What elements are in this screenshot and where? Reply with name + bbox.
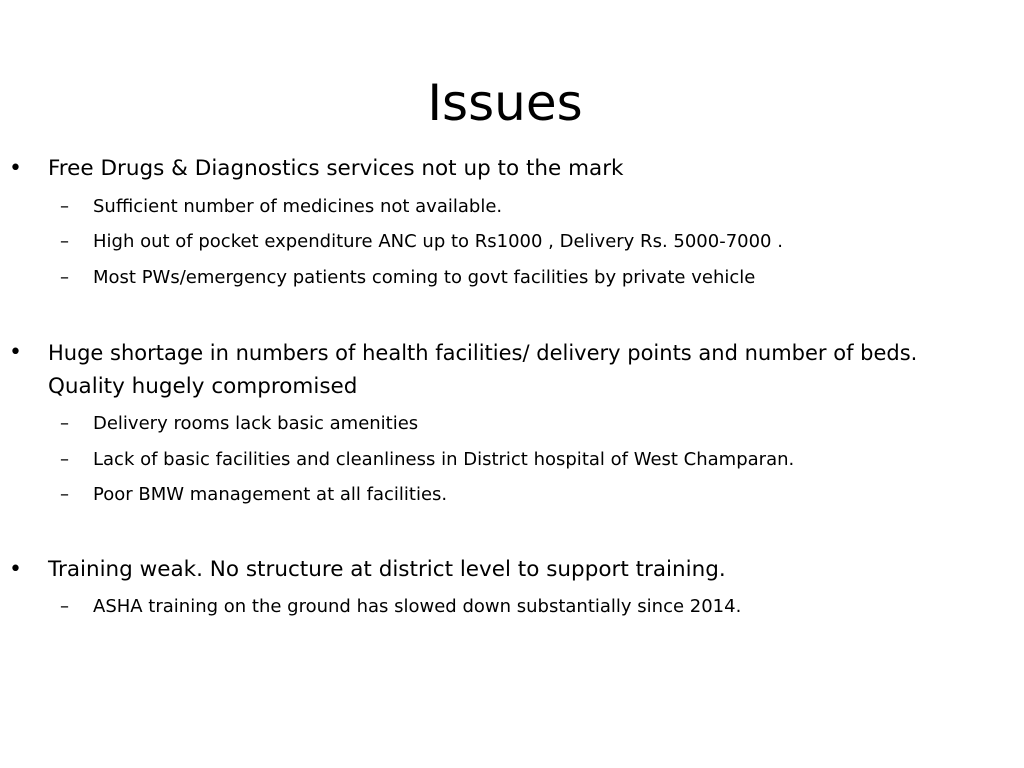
bullet-text-line-1: Huge shortage in numbers of health facilities/ delivery points and number of beds. [48, 341, 918, 365]
sub-bullet-text: Delivery rooms lack basic amenities [93, 413, 419, 434]
bullet-text-line-2: Quality hugely compromised [48, 374, 358, 399]
sub-bullet-text: High out of pocket expenditure ANC up to Rs1000 , Delivery Rs. 5000-7000 . [93, 231, 783, 252]
dash-icon: – [60, 449, 69, 470]
sub-bullet-text: Lack of basic facilities and cleanliness in District hospital of West Champaran. [93, 449, 795, 470]
dash-icon: – [60, 413, 69, 434]
dash-icon: – [60, 231, 69, 252]
sub-bullet-text: Sufficient number of medicines not available. [93, 196, 503, 217]
sub-bullet-text: Most PWs/emergency patients coming to govt facilities by private vehicle [93, 267, 756, 288]
sub-bullet-text: ASHA training on the ground has slowed down substantially since 2014. [93, 596, 742, 617]
bullet-text: Free Drugs & Diagnostics services not up to the mark [48, 156, 624, 181]
slide-title: Issues [427, 74, 583, 132]
dash-icon: – [60, 484, 69, 505]
dash-icon: – [60, 596, 69, 617]
dash-icon: – [60, 196, 69, 217]
sub-bullet-text: Poor BMW management at all facilities. [93, 484, 448, 505]
bullet-icon: • [9, 340, 22, 365]
bullet-text: Training weak. No structure at district level to support training. [48, 557, 726, 582]
bullet-icon: • [9, 557, 22, 582]
bullet-icon: • [9, 156, 22, 181]
dash-icon: – [60, 267, 69, 288]
